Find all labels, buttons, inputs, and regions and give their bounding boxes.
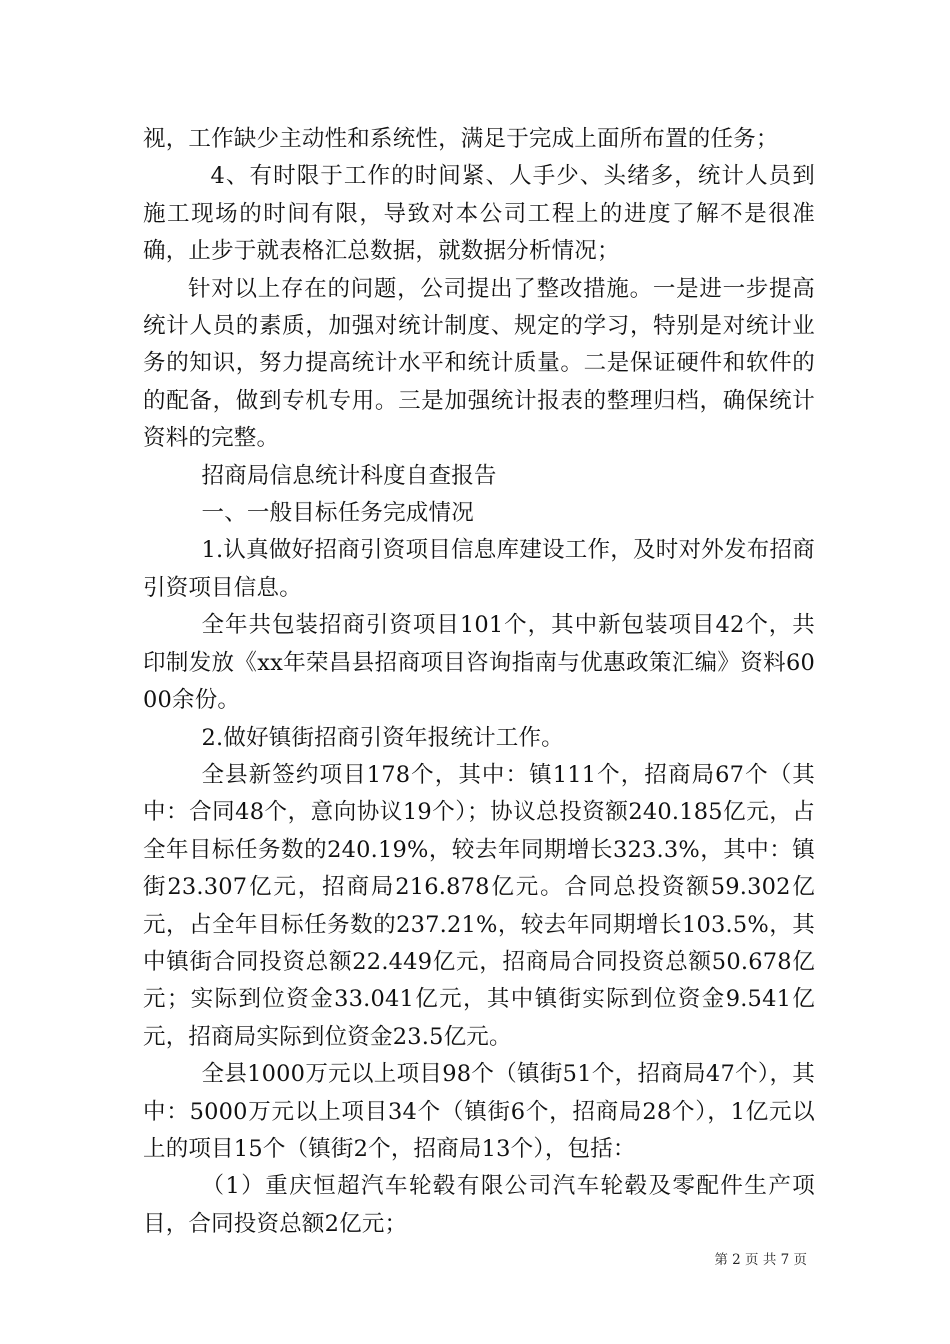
paragraph: （1）重庆恒超汽车轮毂有限公司汽车轮毂及零配件生产项目，合同投资总额2亿元； — [143, 1173, 815, 1237]
paragraph: 全年共包装招商引资项目101个，其中新包装项目42个，共印制发放《xx年荣昌县招商项目咨询指南与优惠政策汇编》资料6000余份。 — [143, 612, 815, 714]
paragraph: 1.认真做好招商引资项目信息库建设工作，及时对外发布招商引资项目信息。 — [143, 537, 815, 601]
paragraph: 全县新签约项目178个，其中：镇111个，招商局67个（其中：合同48个，意向协议19个）；协议总投资额240.185亿元，占全年目标任务数的240.19%，较去年同期增长323.3%，其中：镇街23.307亿元，招商局216.878亿元。合同总投资额59.302亿元，占全年目标任务数的237.21%，较去年同期增长103.5%，其中镇街合同投资总额22.449亿元，招商局合同投资总额50.678亿元；实际到位资金33.041亿元，其中镇街实际到位资金9.541亿元，招商局实际到位资金23.5亿元。 — [143, 761, 815, 1050]
paragraph: 视，工作缺少主动性和系统性，满足于完成上面所布置的任务； — [143, 126, 779, 152]
section-title: 招商局信息统计科度自查报告 — [201, 462, 497, 489]
page-number: 第 2 页 共 7 页 — [714, 1252, 807, 1268]
paragraph: 针对以上存在的问题，公司提出了整改措施。一是进一步提高统计人员的素质，加强对统计制度、规定的学习，特别是对统计业务的知识，努力提高统计水平和统计质量。二是保证硬件和软件的的配备，做到专机专用。三是加强统计报表的整理归档，确保统计资料的完整。 — [143, 275, 815, 452]
paragraph: 4、有时限于工作的时间紧、人手少、头绪多，统计人员到施工现场的时间有限，导致对本公司工程上的进度了解不是很准确，止步于就表格汇总数据，就数据分析情况； — [143, 163, 815, 265]
document-body — [143, 121, 815, 1243]
paragraph: 全县1000万元以上项目98个（镇街51个，招商局47个），其中：5000万元以上项目34个（镇街6个，招商局28个），1亿元以上的项目15个（镇街2个，招商局13个），包括： — [143, 1061, 815, 1162]
section-heading: 一、一般目标任务完成情况 — [201, 500, 474, 527]
paragraph: 2.做好镇街招商引资年报统计工作。 — [201, 724, 564, 751]
